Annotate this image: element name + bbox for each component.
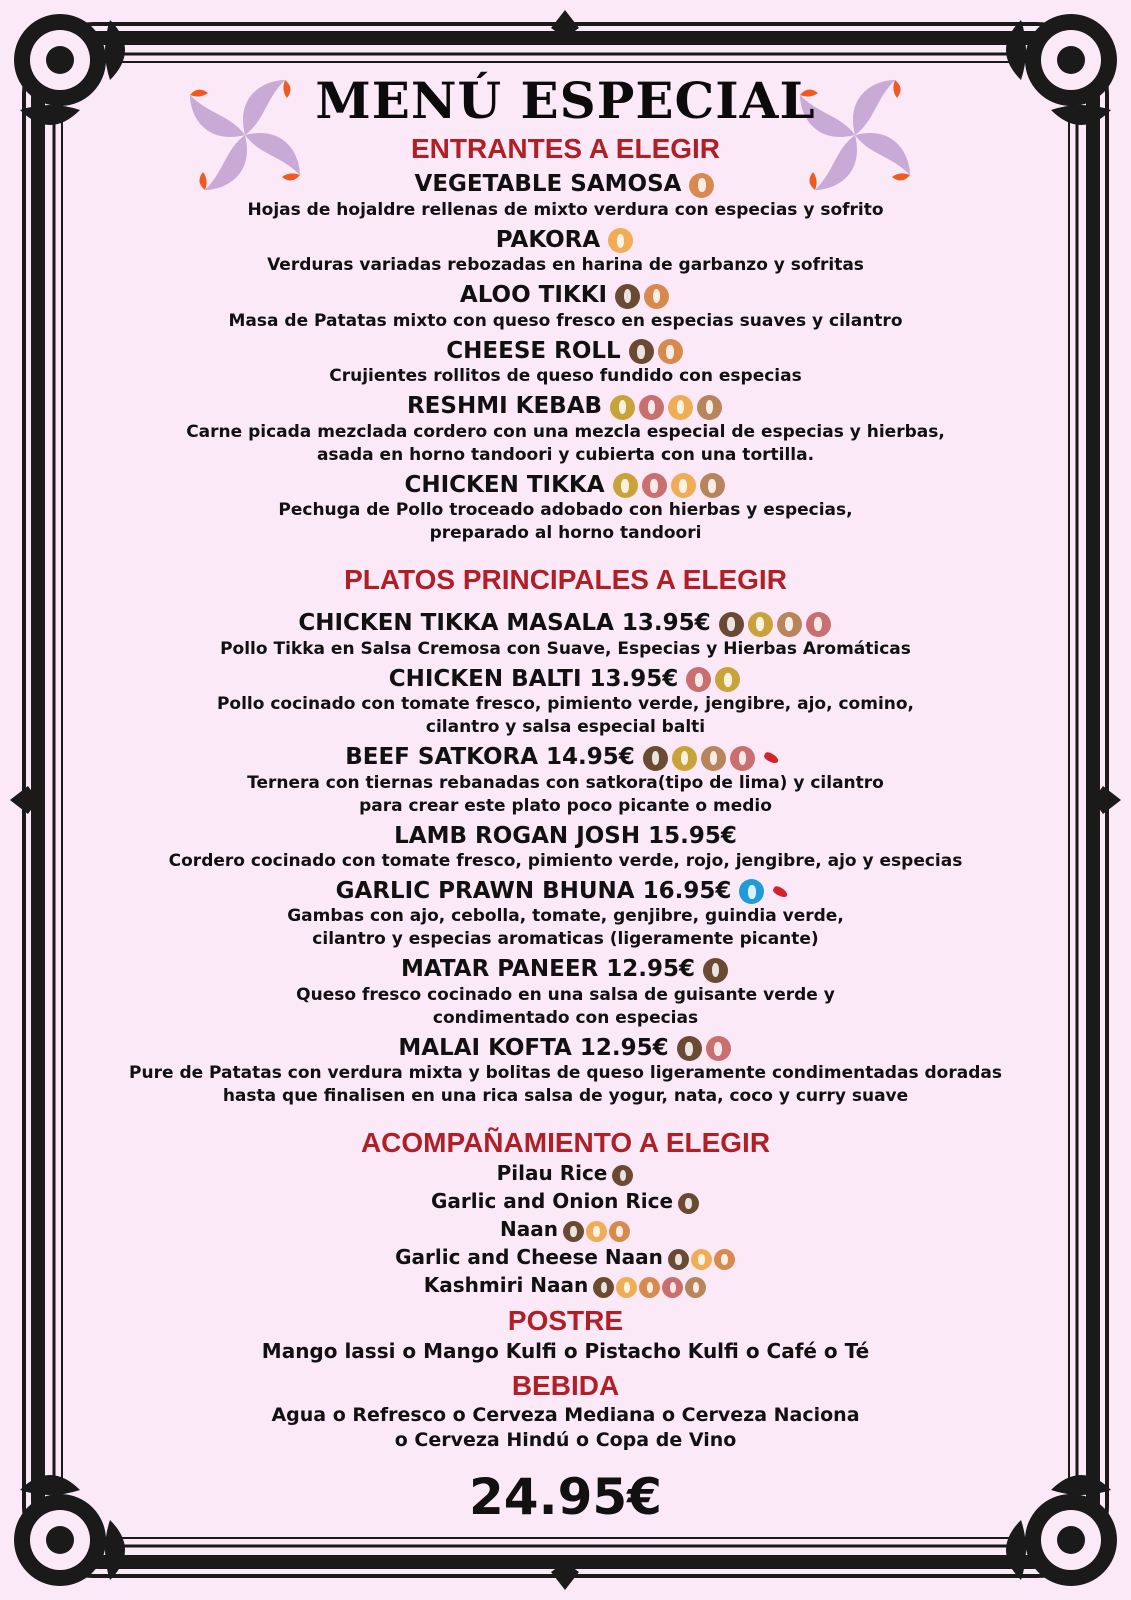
sesame-allergen-icon xyxy=(706,1036,731,1061)
gluten-allergen-icon xyxy=(609,1221,630,1242)
milk-allergen-icon xyxy=(677,1036,702,1061)
side-item xyxy=(110,1160,1021,1188)
drink-heading: BEBIDA xyxy=(511,1370,620,1401)
nuts-allergen-icon xyxy=(777,612,802,637)
side-item xyxy=(110,1188,1021,1216)
dish-name xyxy=(110,170,1021,199)
allergen-icons xyxy=(606,226,635,254)
sulphite-allergen-icon xyxy=(715,667,740,692)
egg-allergen-icon xyxy=(586,1221,607,1242)
milk-allergen-icon xyxy=(719,612,744,637)
dessert-text: Mango lassi o Mango Kulfi o Pistacho Kulfi o Café o Té xyxy=(261,1339,870,1363)
allergen-icons xyxy=(611,1161,634,1188)
milk-allergen-icon xyxy=(629,339,654,364)
sulphite-allergen-icon xyxy=(748,612,773,637)
dish-description: Gambas con ajo, cebolla, tomate, genjibre, guindia verde, xyxy=(287,906,844,926)
dish-description: hasta que finalisen en una rica salsa de yogur, nata, coco y curry suave xyxy=(222,1086,909,1106)
side-name: Pilau Rice xyxy=(496,1161,608,1185)
allergen-icons xyxy=(641,744,786,772)
allergen-icons xyxy=(611,471,727,499)
dish-name xyxy=(110,665,1021,694)
dish-description: Ternera con tiernas rebanadas con satkora(tipo de lima) y cilantro xyxy=(247,772,884,793)
dish-description: Pure de Patatas con verdura mixta y bolitas de queso ligeramente condimentadas doradas xyxy=(129,1063,1002,1083)
dish-name xyxy=(110,877,1021,906)
nuts-allergen-icon xyxy=(701,746,726,771)
allergen-icons xyxy=(675,1034,733,1062)
dish-name xyxy=(110,281,1021,310)
dish-title: BEEF SATKORA 14.95€ xyxy=(345,744,635,770)
gluten-allergen-icon xyxy=(658,339,683,364)
sesame-allergen-icon xyxy=(662,1277,683,1298)
allergen-icons xyxy=(717,610,833,638)
gluten-allergen-icon xyxy=(639,1277,660,1298)
sulphite-allergen-icon xyxy=(610,395,635,420)
side-name: Kashmiri Naan xyxy=(423,1273,589,1297)
dish-title: LAMB ROGAN JOSH 15.95€ xyxy=(394,822,737,849)
dish-description: Pollo cocinado con tomate fresco, pimiento verde, jengibre, ajo, comino, xyxy=(216,694,915,714)
menu-content xyxy=(110,70,1021,1527)
nuts-allergen-icon xyxy=(685,1277,706,1298)
sides-list xyxy=(110,1160,1021,1300)
side-name: Garlic and Onion Rice xyxy=(430,1189,674,1213)
side-name: Garlic and Cheese Naan xyxy=(395,1245,663,1269)
dish-name xyxy=(110,471,1021,500)
page-title: MENÚ ESPECIAL xyxy=(315,71,816,130)
mains-heading: PLATOS PRINCIPALES A ELEGIR xyxy=(344,564,787,595)
sesame-allergen-icon xyxy=(639,395,664,420)
dessert-heading: POSTRE xyxy=(507,1305,624,1336)
menu-price: 24.95€ xyxy=(469,1468,662,1526)
dish-description: Cordero cocinado con tomate fresco, pimiento verde, rojo, jengibre, ajo y especias xyxy=(168,850,963,871)
seafood-allergen-icon xyxy=(739,879,764,904)
allergen-icons xyxy=(667,1245,736,1272)
dish-title: ALOO TIKKI xyxy=(459,282,608,308)
dish-title: CHICKEN BALTI 13.95€ xyxy=(388,665,679,692)
dish-name xyxy=(110,822,1021,850)
milk-allergen-icon xyxy=(668,1249,689,1270)
sesame-allergen-icon xyxy=(642,473,667,498)
gluten-allergen-icon xyxy=(644,284,669,309)
sides-heading: ACOMPAÑAMIENTO A ELEGIR xyxy=(360,1127,771,1158)
milk-allergen-icon xyxy=(615,284,640,309)
dish-description: para crear este plato poco picante o medio xyxy=(359,795,772,816)
dish-title: GARLIC PRAWN BHUNA 16.95€ xyxy=(335,877,732,904)
dish-title: RESHMI KEBAB xyxy=(406,393,603,419)
allergen-icons xyxy=(608,393,724,421)
egg-allergen-icon xyxy=(691,1249,712,1270)
milk-allergen-icon xyxy=(563,1221,584,1242)
sesame-allergen-icon xyxy=(806,612,831,637)
egg-allergen-icon xyxy=(616,1277,637,1298)
sulphite-allergen-icon xyxy=(672,746,697,771)
drink-line-2: o Cerveza Hindú o Copa de Vino xyxy=(394,1429,737,1451)
dish-title: CHEESE ROLL xyxy=(446,337,621,364)
sulphite-allergen-icon xyxy=(613,473,638,498)
dish-description: Pechuga de Pollo troceado adobado con hierbas y especias, xyxy=(278,500,853,520)
dish-description: Carne picada mezclada cordero con una mezcla especial de especias y hierbas, xyxy=(186,421,945,442)
dish-name xyxy=(110,226,1021,255)
milk-allergen-icon xyxy=(643,746,668,771)
dish-description: cilantro y especias aromaticas (ligeramente picante) xyxy=(312,929,819,949)
dish-description: condimentado con especias xyxy=(432,1007,699,1028)
dish-name xyxy=(110,337,1021,366)
nuts-allergen-icon xyxy=(700,473,725,498)
dish-name xyxy=(110,743,1021,772)
allergen-icons xyxy=(592,1273,707,1300)
dish-title: VEGETABLE SAMOSA xyxy=(414,171,682,197)
gluten-allergen-icon xyxy=(714,1249,735,1270)
allergen-icons xyxy=(687,171,716,199)
egg-allergen-icon xyxy=(668,395,693,420)
side-item xyxy=(110,1216,1021,1244)
dish-title: CHICKEN TIKKA xyxy=(404,471,605,498)
egg-allergen-icon xyxy=(608,228,633,253)
dish-name xyxy=(110,1034,1021,1063)
dish-description: asada en horno tandoori y cubierta con una tortilla. xyxy=(316,444,815,465)
nuts-allergen-icon xyxy=(697,395,722,420)
dish-name xyxy=(110,609,1021,638)
dish-title: MATAR PANEER 12.95€ xyxy=(400,956,695,982)
milk-allergen-icon xyxy=(593,1277,614,1298)
allergen-icons xyxy=(737,877,795,905)
allergen-icons xyxy=(627,337,685,365)
allergen-icons xyxy=(701,956,730,984)
dish-title: PAKORA xyxy=(495,226,601,253)
dish-description: Crujientes rollitos de queso fundido con especias xyxy=(329,366,802,386)
dish-description: Verduras variadas rebozadas en harina de garbanzo y sofritas xyxy=(267,255,864,275)
side-name: Naan xyxy=(500,1217,558,1241)
allergen-icons xyxy=(677,1189,700,1216)
dish-description: preparado al horno tandoori xyxy=(429,523,702,543)
dish-title: CHICKEN TIKKA MASALA 13.95€ xyxy=(298,610,711,636)
dish-description: Hojas de hojaldre rellenas de mixto verdura con especias y sofrito xyxy=(247,199,884,220)
dish-description: Queso fresco cocinado en una salsa de guisante verde y xyxy=(296,984,835,1005)
milk-allergen-icon xyxy=(612,1165,633,1186)
sesame-allergen-icon xyxy=(686,667,711,692)
milk-allergen-icon xyxy=(703,958,728,983)
dish-name xyxy=(110,955,1021,984)
allergen-icons xyxy=(684,665,742,693)
chili-allergen-icon xyxy=(759,746,784,771)
sesame-allergen-icon xyxy=(730,746,755,771)
dish-title: MALAI KOFTA 12.95€ xyxy=(398,1034,669,1061)
dish-description: cilantro y salsa especial balti xyxy=(425,717,706,737)
side-item xyxy=(110,1272,1021,1300)
allergen-icons xyxy=(613,282,671,310)
side-item xyxy=(110,1244,1021,1272)
dish-name xyxy=(110,392,1021,421)
gluten-allergen-icon xyxy=(689,173,714,198)
drink-line-1: Agua o Refresco o Cerveza Mediana o Cerveza Naciona xyxy=(271,1404,860,1426)
chili-allergen-icon xyxy=(768,879,793,904)
milk-allergen-icon xyxy=(678,1193,699,1214)
egg-allergen-icon xyxy=(671,473,696,498)
starters-list xyxy=(110,170,1021,545)
starters-heading: ENTRANTES A ELEGIR xyxy=(410,133,721,164)
dish-description: Masa de Patatas mixto con queso fresco en especias suaves y cilantro xyxy=(228,310,903,331)
dish-description: Pollo Tikka en Salsa Cremosa con Suave, Especias y Hierbas Aromáticas xyxy=(220,638,911,659)
mains-list xyxy=(110,609,1021,1108)
allergen-icons xyxy=(562,1217,631,1244)
